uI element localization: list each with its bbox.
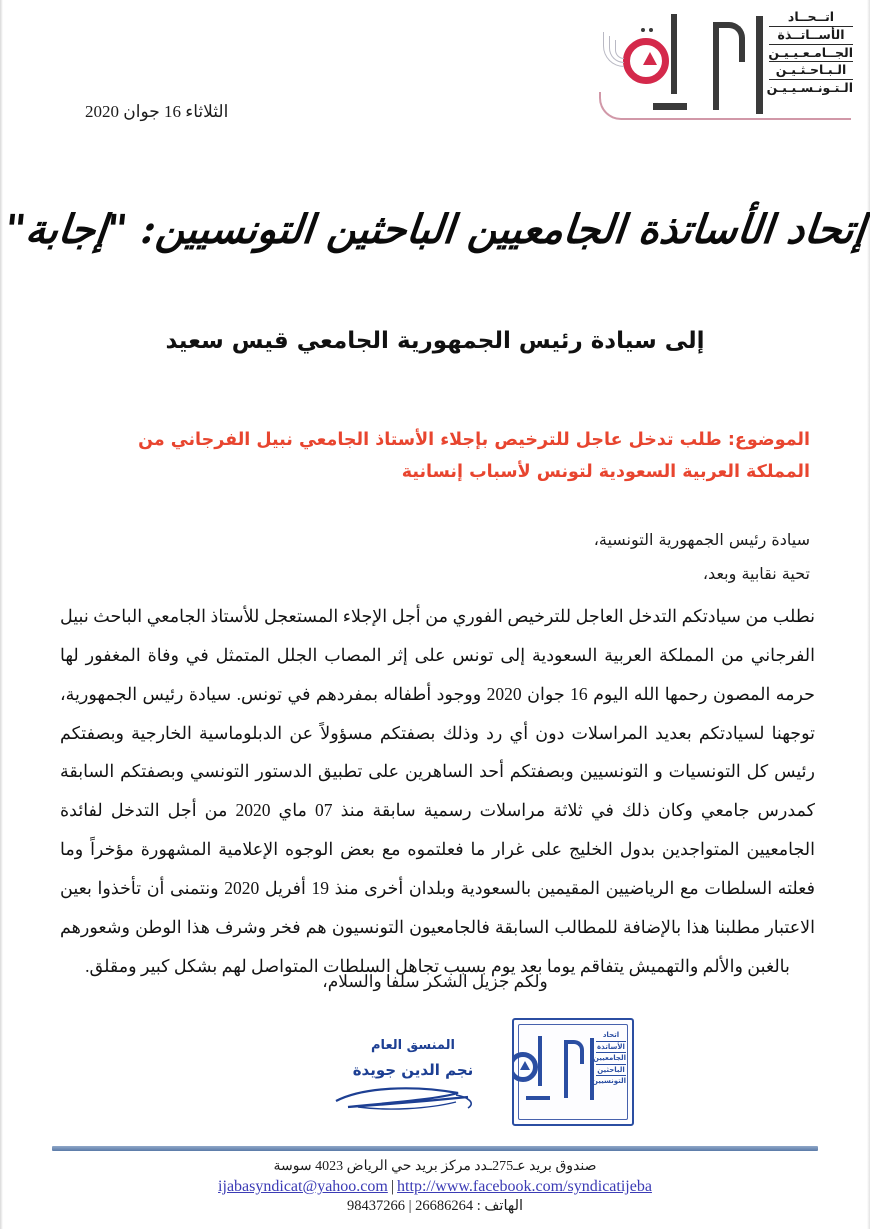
footer-website-link[interactable]: http://www.facebook.com/syndicatijeba (397, 1178, 652, 1195)
letter-subject: الموضوع: طلب تدخل عاجل للترخيص بإجلاء الأستاذ الجامعي نبيل الفرجاني من المملكة العربية السعودية لتونس لأسباب إنسانية (138, 430, 810, 483)
stamp-line-3: الجامعيين (596, 1053, 626, 1065)
letter-footer (0, 1158, 870, 1215)
letter-headline: إتحاد الأساتذة الجامعيين الباحثين التونسيين: "إجابة" (2, 206, 868, 253)
star-icon (643, 52, 657, 65)
letter-closing: ولكم جزيل الشكر سلفا والسلام، (322, 972, 548, 991)
footer-divider (52, 1146, 818, 1151)
stamp-line-5: التونسيين (591, 1077, 626, 1085)
letterhead-organization-name (766, 9, 853, 98)
handwritten-signature-icon (318, 1081, 508, 1115)
salutation-line-1: سيادة رئيس الجمهورية التونسية، (593, 530, 810, 549)
footer-email-link[interactable]: ijabasyndicat@yahoo.com (218, 1178, 388, 1195)
letterhead-line-3: الجــامـعـيـيـن (769, 46, 853, 63)
logo-calligraphy-icon (645, 12, 765, 116)
footer-address: صندوق بريد عـ275ـدد مركز بريد حي الرياض 4023 سوسة (273, 1159, 597, 1174)
footer-links (0, 1178, 870, 1196)
stamp-line-2: الأساتذة (596, 1042, 626, 1054)
official-stamp (512, 1018, 634, 1126)
letterhead-logo (585, 6, 857, 126)
signature-name: نجم الدين جويدة (352, 1061, 474, 1079)
letter-body: نطلب من سيادتكم التدخل العاجل للترخيص الفوري من أجل الإجلاء المستعجل للأستاذ الجامعي الباحث نبيل الفرجاني من المملكة العربية السعودية إلى تونس على إثر المصاب الجلل المتمثل في وفاة المغفور لها حرمه المصون رحمها الله اليوم 16 جوان 2020 ووجود أطفاله بمفردهم في تونس. سيادة رئيس الجمهورية، توجهنا لسيادتكم بعديد المراسلات دون أي رد وذلك بصفتكم مسؤولاً عن الدبلوماسية الخارجية وبصفتكم رئيس كل التونسيات و التونسيين وبصفتكم أحد الساهرين على تطبيق الدستور التونسي وبصفتكم السابقة كمدرس جامعي وكان ذلك في ثلاثة مراسلات رسمية سابقة منذ 07 ماي 2020 من أجل التدخل لفائدة الجامعيين المتواجدين بدول الخليج على غرار ما فعلتموه مع بعض الوجوه الإعلامية المشهورة مؤخراً وما فعلته السلطات مع الرياضيين المقيمين بالسعودية وبلدان أخرى منذ 19 أفريل 2020 ونتمنى أن تأخذوا بعين الاعتبار مطلبنا هذا بالإضافة للمطالب السابقة فالجامعيون التونسيون هم فخر وشرف هذا الوطن وشعورهم بالغبن والألم والتهميش يتفاقم يوما بعد يوم بسبب تجاهل السلطات المتواصل لهم بشكل كبير ومقلق. (60, 606, 816, 976)
stamp-star-icon (520, 1061, 530, 1070)
footer-phone: الهاتف : 26686264 | 98437266 (346, 1198, 524, 1214)
footer-separator: | (390, 1178, 395, 1195)
signature-block (318, 1038, 508, 1115)
stamp-line-1: اتحاد (596, 1030, 626, 1042)
letterhead-line-1: اتــحــاد (769, 10, 853, 27)
signal-waves-icon (603, 32, 625, 68)
letter-date: الثلاثاء 16 جوان 2020 (85, 102, 229, 121)
letterhead-line-4: الـبـاحـثـيـن (769, 63, 853, 80)
stamp-calligraphy-icon (524, 1034, 596, 1104)
stamp-line-4: الباحثين (596, 1065, 626, 1077)
letter-salutation (60, 523, 810, 590)
stamp-organization-name (591, 1030, 626, 1087)
logo-wrap (585, 6, 857, 126)
letter-addressee: إلى سيادة رئيس الجمهورية الجامعي قيس سعيد (165, 328, 705, 354)
signature-role: المنسق العام (371, 1038, 455, 1053)
logo-dots-icon (641, 28, 655, 33)
letterhead-line-2: الأســاتــذة (769, 28, 853, 45)
salutation-line-2: تحية نقابية وبعد، (702, 563, 810, 583)
letterhead-line-5: الـتـونـسـيـيـن (766, 80, 853, 95)
page-edge-left (0, 0, 3, 1229)
